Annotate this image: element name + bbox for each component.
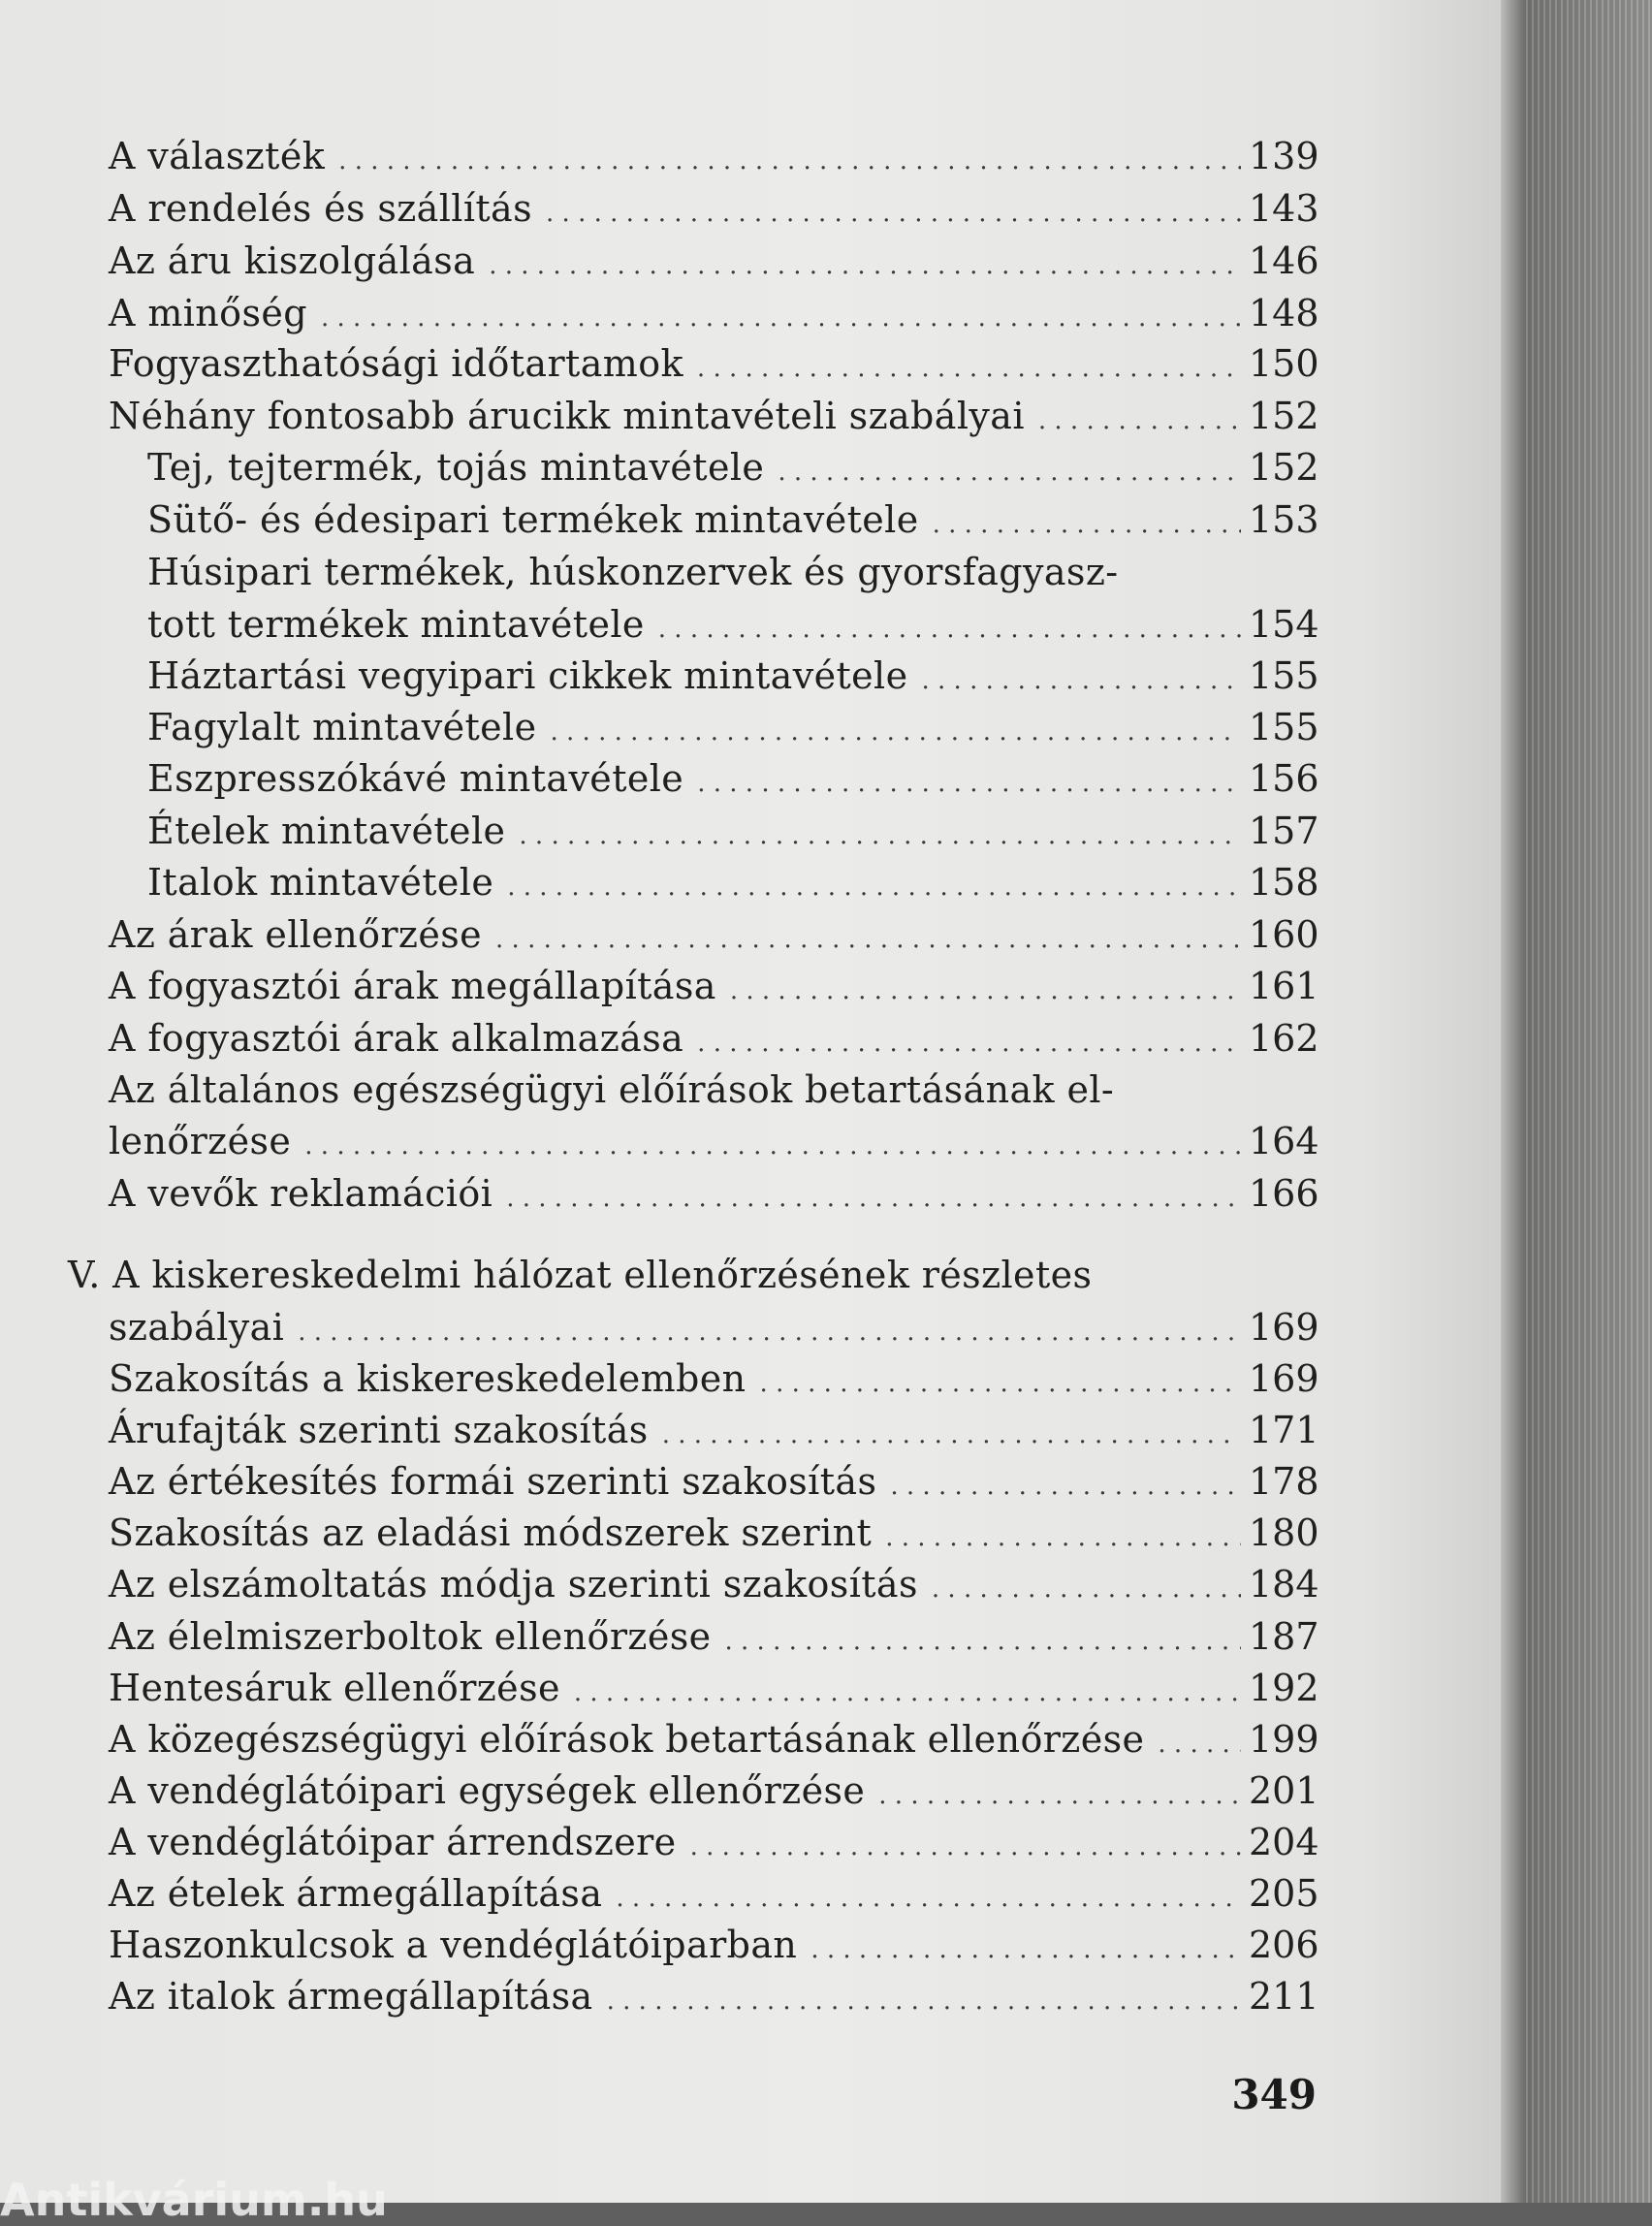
toc-entry-title: A közegészségügyi előírások betartásának ellenőrzése (109, 1718, 1145, 1761)
toc-entry-page: 211 (1249, 1975, 1319, 2018)
toc-entry-page: 146 (1249, 239, 1319, 282)
toc-entry-title: A fogyasztói árak megállapítása (109, 965, 716, 1007)
toc-entry-title: A rendelés és szállítás (109, 187, 533, 230)
toc-entry (109, 1563, 1319, 1606)
dot-leader (1158, 1732, 1241, 1757)
toc-entry-title: Haszonkulcsok a vendéglátóiparban (109, 1924, 798, 1966)
toc-entry-title-line: Az általános egészségügyi előírások betartásának el- (109, 1068, 1115, 1111)
toc-entry (109, 1460, 1319, 1503)
toc-entry (147, 810, 1319, 852)
dot-leader (574, 1680, 1241, 1705)
dot-leader (690, 1834, 1241, 1860)
dot-leader (658, 617, 1241, 642)
toc-entry (109, 1511, 1319, 1554)
dot-leader (932, 1576, 1241, 1602)
toc-entry-title: Fogyaszthatósági időtartamok (109, 342, 683, 385)
dot-leader (321, 305, 1241, 331)
toc-entry-title: Az elszámoltatás módja szerinti szakosítás (109, 1563, 918, 1606)
dot-leader (810, 1937, 1241, 1962)
dot-leader (725, 1629, 1242, 1654)
toc-entry (109, 1667, 1319, 1709)
toc-entry-title: Hentesáruk ellenőrzése (109, 1667, 560, 1709)
toc-entry-page: 154 (1249, 603, 1319, 646)
toc-entry-title: Fagylalt mintavétele (147, 706, 537, 748)
toc-entry-title: tott termékek mintavétele (147, 603, 645, 646)
toc-entry-page: 158 (1249, 861, 1319, 904)
toc-entry-title: Az áru kiszolgálása (109, 239, 476, 282)
toc-entry-page: 169 (1249, 1306, 1319, 1349)
toc-entry (109, 1872, 1319, 1915)
toc-entry-title: Az ételek ármegállapítása (109, 1872, 603, 1915)
toc-entry (147, 446, 1319, 489)
facing-page-bleed (1526, 0, 1652, 2203)
toc-entry-page: 153 (1249, 498, 1319, 541)
dot-leader (1038, 408, 1241, 433)
toc-entry (147, 861, 1319, 904)
toc-entry-title: A választék (109, 135, 326, 177)
toc-entry-page: 205 (1249, 1872, 1319, 1915)
dot-leader (304, 1133, 1241, 1159)
dot-leader (921, 668, 1241, 693)
toc-entry-page: 155 (1249, 654, 1319, 697)
dot-leader (697, 771, 1241, 796)
toc-entry (109, 1769, 1319, 1812)
toc-entry (109, 1120, 1319, 1162)
toc-entry-page: 160 (1249, 913, 1319, 956)
toc-entry-page: 150 (1249, 342, 1319, 385)
dot-leader (506, 1186, 1241, 1211)
toc-entry-page: 169 (1249, 1357, 1319, 1400)
dot-leader (878, 1783, 1241, 1808)
toc-entry-title: A vendéglátóipari egységek ellenőrzése (109, 1769, 866, 1812)
toc-entry-title: Az értékesítés formái szerinti szakosítás (109, 1460, 877, 1503)
toc-entry-page: 201 (1249, 1769, 1319, 1812)
toc-entry-title: A minőség (109, 292, 307, 334)
toc-entry-title: Az árak ellenőrzése (109, 913, 483, 956)
dot-leader (933, 512, 1241, 537)
toc-entry-title: szabályai (109, 1306, 285, 1349)
toc-entry-page: 206 (1249, 1924, 1319, 1966)
toc-entry-title: Ételek mintavétele (147, 810, 506, 852)
toc-entry-page: 157 (1249, 810, 1319, 852)
toc-entry (147, 706, 1319, 748)
toc-entry-title: Tej, tejtermék, tojás mintavétele (147, 446, 765, 489)
toc-entry (109, 913, 1319, 956)
toc-entry-page: 184 (1249, 1563, 1319, 1606)
toc-entry (109, 292, 1319, 334)
toc-entry (147, 498, 1319, 541)
toc-entry-page: 156 (1249, 757, 1319, 800)
toc-entry (109, 1306, 1319, 1349)
toc-entry-title: Szakosítás az eladási módszerek szerint (109, 1511, 873, 1554)
toc-entry-title: Eszpresszókávé mintavétele (147, 757, 684, 800)
toc-entry-page: 187 (1249, 1615, 1319, 1658)
dot-leader (616, 1886, 1241, 1911)
toc-entry-title-line: V. A kiskereskedelmi hálózat ellenőrzésének részletes (68, 1254, 1093, 1296)
toc-entry-page: 178 (1249, 1460, 1319, 1503)
dot-leader (697, 1031, 1241, 1056)
dot-leader (546, 201, 1241, 226)
dot-leader (778, 460, 1241, 485)
toc-entry-page: 152 (1249, 395, 1319, 437)
toc-entry-page: 204 (1249, 1821, 1319, 1863)
toc-entry (109, 135, 1319, 177)
toc-entry-title: Háztartási vegyipari cikkek mintavétele (147, 654, 908, 697)
toc-entry-title-line: Húsipari termékek, húskonzervek és gyorsfagyasz- (147, 551, 1119, 593)
dot-leader (507, 874, 1241, 900)
dot-leader (298, 1320, 1241, 1345)
page-number: 349 (1231, 2071, 1317, 2118)
toc-entry-page: 155 (1249, 706, 1319, 748)
toc-entry (109, 1615, 1319, 1658)
dot-leader (662, 1422, 1241, 1447)
toc-entry-title: Néhány fontosabb árucikk mintavételi szabályai (109, 395, 1025, 437)
toc-entry (109, 1017, 1319, 1060)
toc-entry-title: Az italok ármegállapítása (109, 1975, 593, 2018)
toc-entry-page: 166 (1249, 1172, 1319, 1215)
toc-entry-title: Az élelmiszerboltok ellenőrzése (109, 1615, 712, 1658)
toc-entry (109, 1409, 1319, 1451)
toc-entry-title: Sütő- és édesipari termékek mintavétele (147, 498, 919, 541)
dot-leader (760, 1371, 1241, 1396)
toc-entry (109, 1821, 1319, 1863)
toc-entry-title: lenőrzése (109, 1120, 292, 1162)
toc-entry (147, 603, 1319, 646)
toc-entry-title: A fogyasztói árak alkalmazása (109, 1017, 684, 1060)
toc-entry-page: 192 (1249, 1667, 1319, 1709)
dot-leader (519, 823, 1241, 848)
dot-leader (489, 253, 1241, 278)
toc-entry (109, 1172, 1319, 1215)
toc-entry-page: 143 (1249, 187, 1319, 230)
toc-entry (147, 654, 1319, 697)
toc-entry-page: 180 (1249, 1511, 1319, 1554)
toc-entry (109, 1718, 1319, 1761)
toc-entry (109, 395, 1319, 437)
toc-entry (109, 187, 1319, 230)
toc-entry-page: 148 (1249, 292, 1319, 334)
toc-entry-page: 162 (1249, 1017, 1319, 1060)
toc-entry-title: Italok mintavétele (147, 861, 494, 904)
dot-leader (338, 148, 1241, 174)
dot-leader (551, 719, 1242, 745)
toc-entry-title: A vendéglátóipar árrendszere (109, 1821, 677, 1863)
toc-entry-page: 152 (1249, 446, 1319, 489)
toc-entry (109, 965, 1319, 1007)
toc-entry-page: 199 (1249, 1718, 1319, 1761)
toc-entry (147, 757, 1319, 800)
toc-entry-page: 164 (1249, 1120, 1319, 1162)
dot-leader (730, 978, 1241, 1003)
toc-entry (109, 1924, 1319, 1966)
toc-entry-title: Árufajták szerinti szakosítás (109, 1409, 649, 1451)
toc-entry-page: 139 (1249, 135, 1319, 177)
toc-entry-title: Szakosítás a kiskereskedelemben (109, 1357, 747, 1400)
dot-leader (890, 1474, 1241, 1499)
toc-entry (109, 1975, 1319, 2018)
toc-entry (109, 239, 1319, 282)
dot-leader (697, 356, 1241, 381)
watermark-text: Antikvárium.hu (0, 2174, 388, 2226)
toc-entry-page: 171 (1249, 1409, 1319, 1451)
dot-leader (885, 1525, 1241, 1550)
toc-entry (109, 342, 1319, 385)
toc-entry (109, 1357, 1319, 1400)
toc-entry-page: 161 (1249, 965, 1319, 1007)
dot-leader (495, 927, 1241, 952)
dot-leader (607, 1988, 1241, 2014)
toc-entry-title: A vevők reklamációi (109, 1172, 493, 1215)
